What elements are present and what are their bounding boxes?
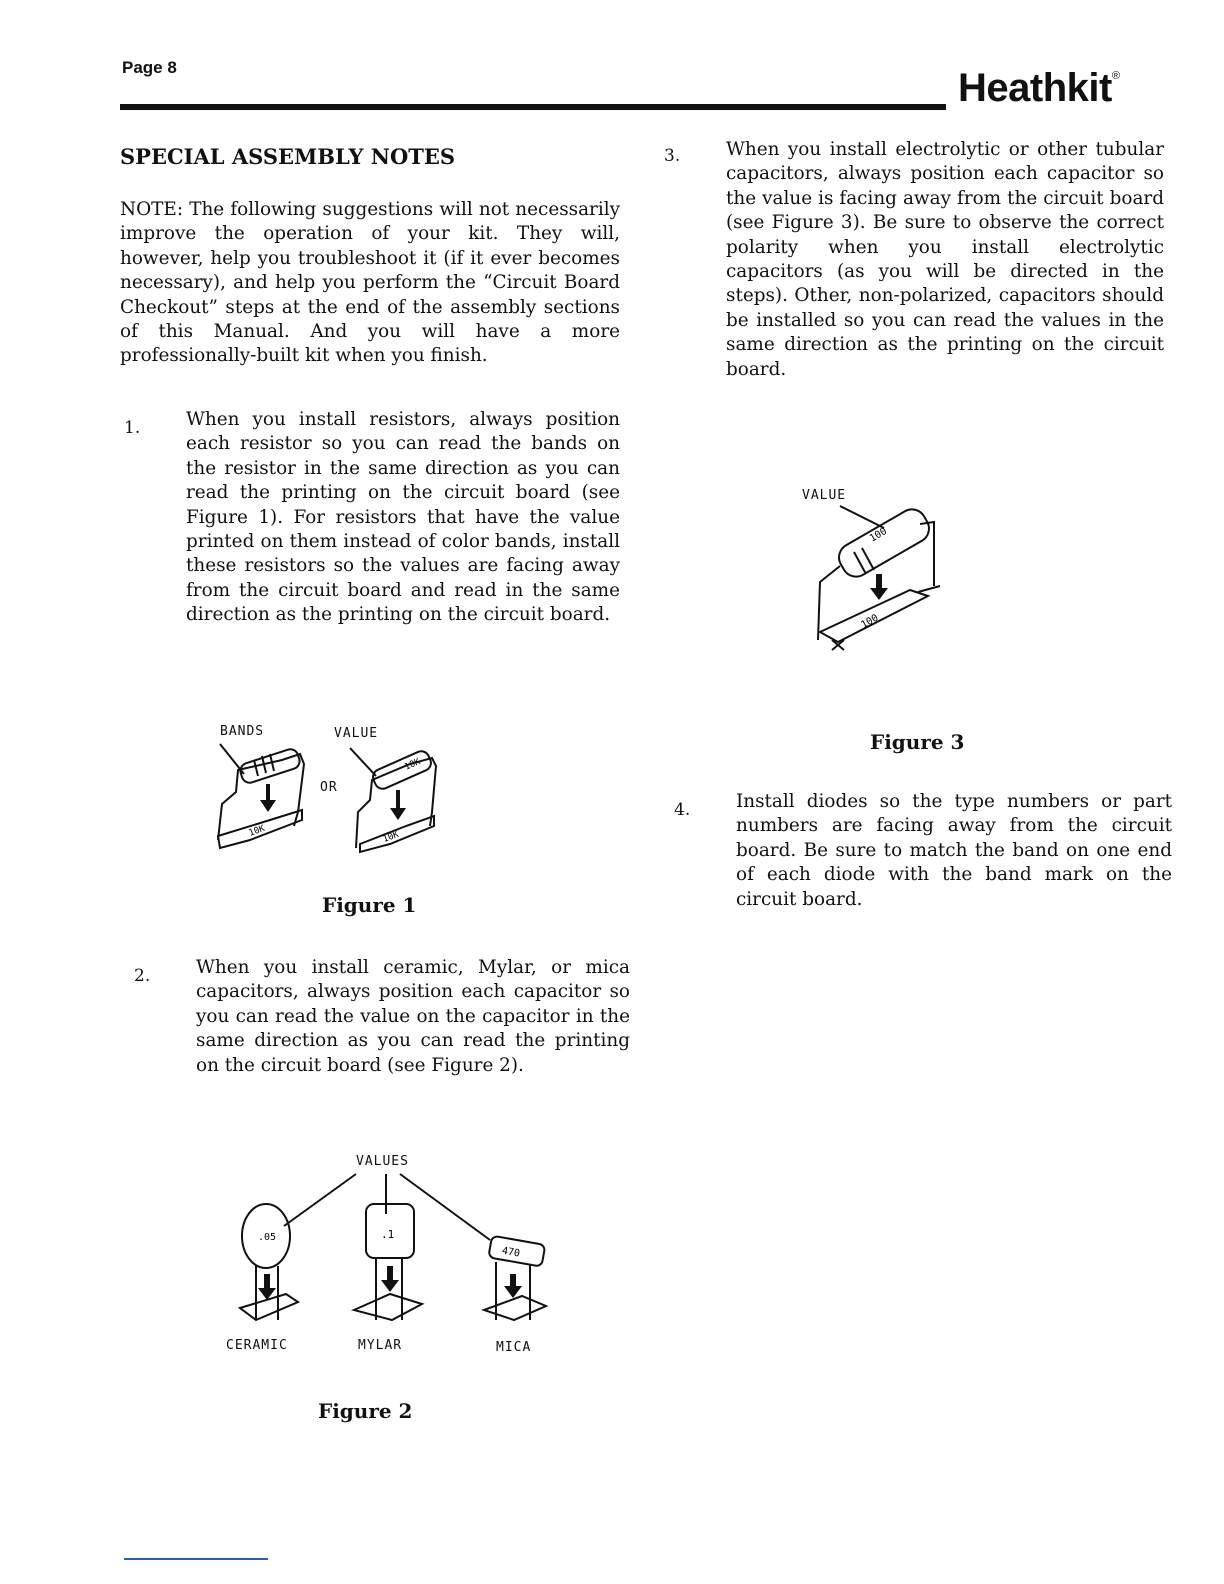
footer-rule xyxy=(124,1558,268,1560)
fig3-board-marking: 100 xyxy=(859,612,881,632)
ceramic-label: CERAMIC xyxy=(226,1338,288,1353)
fig1-board-marking-left: 10K xyxy=(247,823,267,839)
figure-1-caption: Figure 1 xyxy=(322,893,417,917)
figure-3-caption: Figure 3 xyxy=(870,730,965,754)
mylar-label: MYLAR xyxy=(358,1338,403,1353)
mica-label: MICA xyxy=(496,1340,532,1355)
fig1-or-label: OR xyxy=(320,780,338,795)
fig1-body-marking: 10K xyxy=(403,756,423,773)
registered-mark: ® xyxy=(1111,70,1120,82)
section-title: SPECIAL ASSEMBLY NOTES xyxy=(120,144,456,169)
step-1-number: 1. xyxy=(124,418,141,438)
fig3-value-label: VALUE xyxy=(802,488,847,503)
figure-2-illustration xyxy=(226,1170,556,1340)
step-4-number: 4. xyxy=(674,800,691,820)
step-4-text: Install diodes so the type numbers or part numbers are facing away from the circuit board. Be sure to match the band on one end of each diode with the band mark on the circuit board. xyxy=(736,791,1172,910)
figure-2-caption: Figure 2 xyxy=(318,1399,413,1423)
fig1-value-label: VALUE xyxy=(334,726,379,741)
fig2-values-label: VALUES xyxy=(356,1154,409,1169)
fig1-board-marking-right: 10K xyxy=(381,829,401,845)
fig1-bands-label: BANDS xyxy=(220,724,265,739)
mica-value: 470 xyxy=(500,1245,521,1260)
figure-1-illustration xyxy=(210,740,450,860)
figure-3-illustration xyxy=(810,500,960,660)
fig3-body-marking: 100 xyxy=(867,525,889,545)
step-1-text: When you install resistors, always position each resistor so you can read the bands on the resistor in the same direction as you can read the printing on the circuit board (see Figure 1). For resistors that have the value printed on them instead of color bands, install these resistors so the values are facing away from the circuit board and read in the same direction as the printing on the circuit board. xyxy=(186,409,620,626)
brand-logo xyxy=(958,66,1119,111)
assembly-note: NOTE: The following suggestions will not necessarily improve the operation of your kit. They will, however, help you troubleshoot it (if it ever becomes necessary), and help you perform the “Circuit Board Checkout” steps at the end of the assembly sections of this Manual. And you will have a more professionally-built kit when you finish. xyxy=(120,199,620,367)
header-rule xyxy=(120,104,946,110)
mylar-value: .1 xyxy=(381,1228,395,1241)
step-2-text: When you install ceramic, Mylar, or mica capacitors, always position each capacitor so you can read the value on the capacitor in the same direction as you can read the printing on the circuit board (see Figure 2). xyxy=(196,957,630,1076)
ceramic-value: .05 xyxy=(258,1232,277,1243)
page-number: Page 8 xyxy=(122,58,177,77)
brand-name: Heathkit xyxy=(958,66,1112,110)
step-3-number: 3. xyxy=(664,146,681,166)
step-2-number: 2. xyxy=(134,966,151,986)
step-3-text: When you install electrolytic or other tubular capacitors, always position each capacitor so the value is facing away from the circuit board (see Figure 3). Be sure to observe the correct polarity when you install electrolytic capacitors (as you will be directed in the steps). Other, non-polarized, capacitors should be installed so you can read the values in the same direction as the printing on the circuit board. xyxy=(726,139,1164,380)
